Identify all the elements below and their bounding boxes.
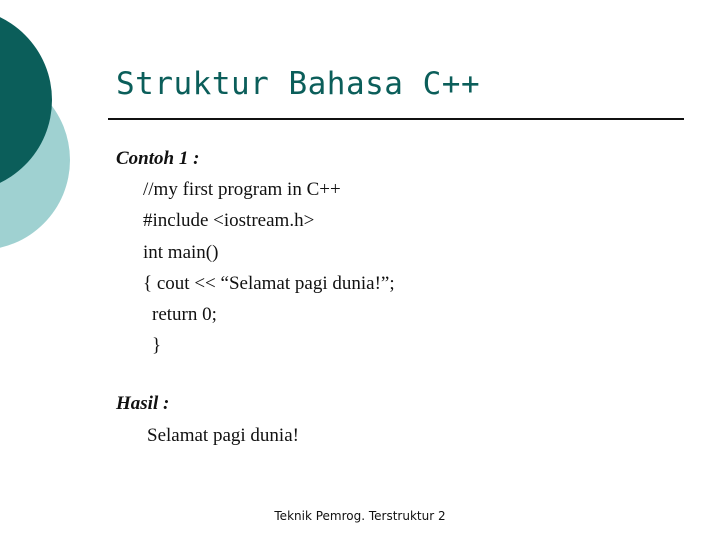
code-line: int main() bbox=[143, 242, 219, 263]
code-line: { cout << “Selamat pagi dunia!”; bbox=[143, 273, 395, 294]
result-label: Hasil : bbox=[116, 393, 170, 414]
code-line: } bbox=[152, 335, 162, 356]
code-line: #include <iostream.h> bbox=[143, 210, 315, 231]
slide-title: Struktur Bahasa C++ bbox=[116, 66, 481, 102]
decorative-circles bbox=[0, 0, 80, 290]
result-text: Selamat pagi dunia! bbox=[147, 425, 299, 446]
slide-footer: Teknik Pemrog. Terstruktur 2 bbox=[274, 509, 446, 523]
code-line: return 0; bbox=[152, 304, 217, 325]
title-divider bbox=[108, 118, 684, 120]
code-line: //my first program in C++ bbox=[143, 179, 341, 200]
example-label: Contoh 1 : bbox=[116, 148, 200, 169]
